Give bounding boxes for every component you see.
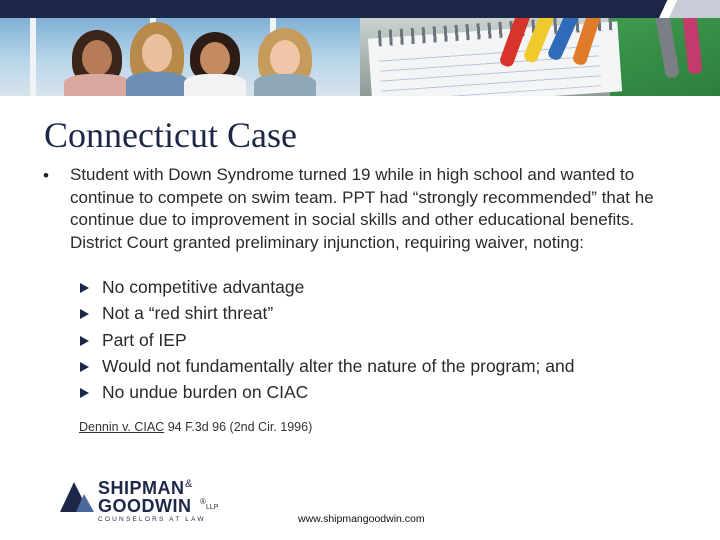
logo-text-goodwin: GOODWIN: [98, 496, 192, 516]
main-bullet-text: Student with Down Syndrome turned 19 while in high school and wanted to continue to compete on swim team. PPT had “strongly recommended” that he continue due to improvement in social skills and other educational benefits. District Court granted preliminary injunction, requiring waiver, noting:: [70, 165, 654, 252]
bullet-marker: •: [43, 166, 49, 185]
sub-bullet-label: Part of IEP: [102, 329, 187, 350]
logo-ampersand: &: [185, 478, 193, 490]
arrow-bullet-icon: [80, 388, 89, 398]
logo-registered-mark: ®: [200, 497, 206, 506]
logo-tagline: COUNSELORS AT LAW: [98, 516, 206, 523]
sub-bullet-label: No competitive advantage: [102, 277, 305, 297]
arrow-bullet-icon: [80, 336, 89, 346]
mountain-logo-icon: [60, 478, 94, 512]
students-photo: [0, 18, 360, 96]
slide-title: Connecticut Case: [44, 115, 297, 155]
sub-bullet-label: Not a “red shirt threat”: [102, 303, 274, 324]
logo-text-shipman: SHIPMAN: [98, 478, 185, 498]
top-banner-bar: [0, 0, 720, 18]
case-name-link[interactable]: Dennin v. CIAC: [79, 420, 165, 434]
sub-bullet-label: No undue burden on CIAC: [102, 382, 309, 403]
header-photo-banner: [0, 18, 720, 96]
firm-logo: [60, 474, 230, 524]
logo-llp: LLP: [206, 504, 219, 511]
footer-website[interactable]: www.shipmangoodwin.com: [298, 513, 425, 525]
sub-bullet-label: Would not fundamentally alter the nature of the program; and: [102, 355, 575, 376]
case-reference: 94 F.3d 96 (2nd Cir. 1996): [164, 420, 313, 434]
arrow-bullet-icon: [80, 309, 89, 319]
case-citation: [79, 420, 312, 434]
top-banner-corner: [630, 0, 720, 18]
arrow-bullet-icon: [80, 362, 89, 372]
school-supplies-photo: [360, 18, 720, 96]
arrow-bullet-icon: [80, 283, 89, 293]
